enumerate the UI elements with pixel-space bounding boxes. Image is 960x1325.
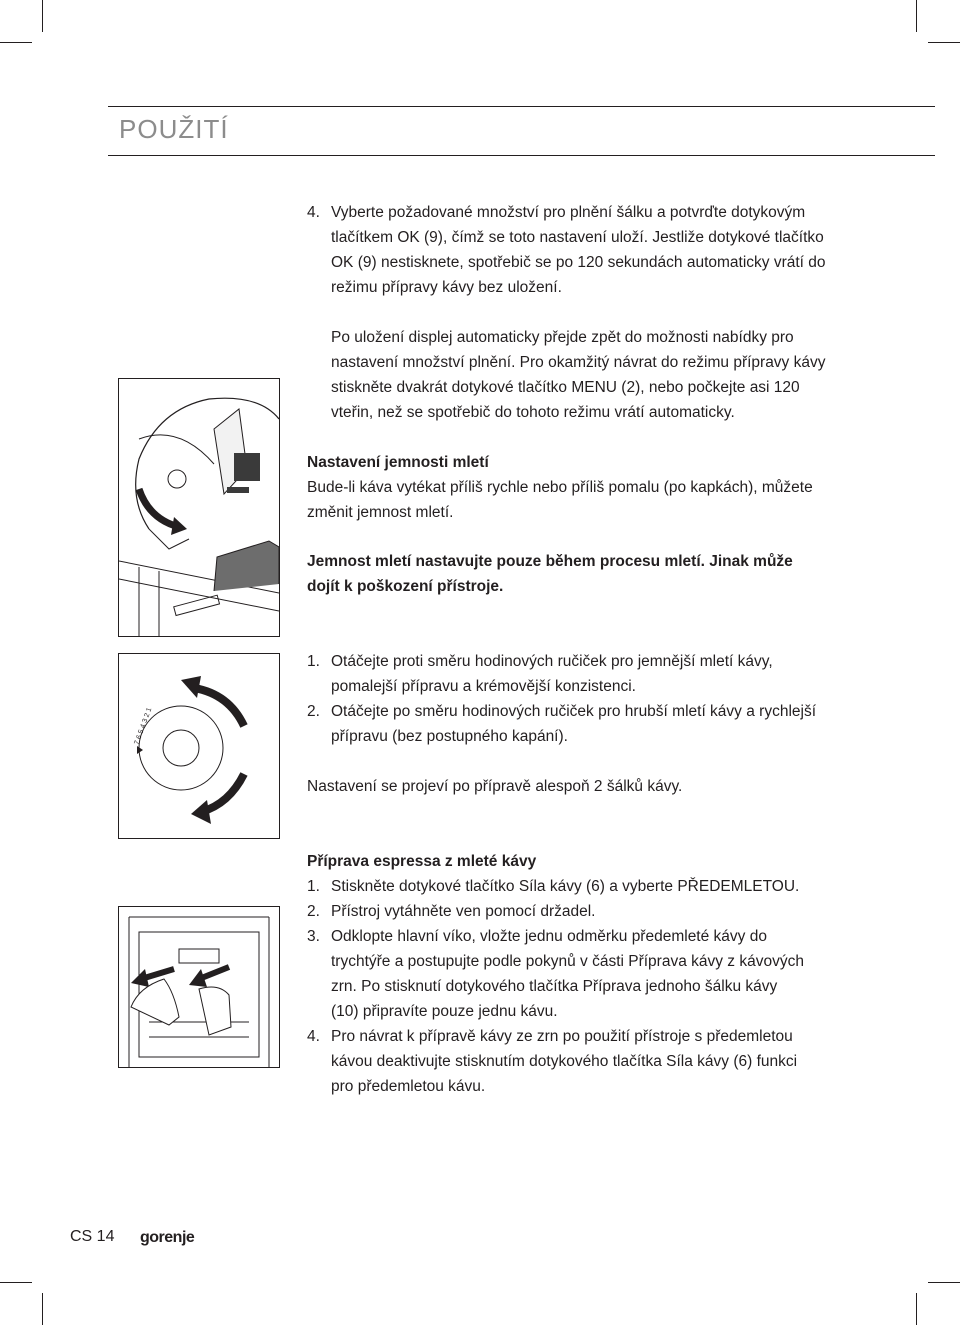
step-number: 2. — [307, 703, 320, 720]
figure-grind-knob — [118, 378, 280, 637]
text-line: Jemnost mletí nastavujte pouze během procesu mletí. Jinak může — [307, 553, 793, 570]
text-line: (10) připravíte pouze jednu kávu. — [331, 1003, 558, 1020]
crop-mark — [0, 42, 32, 43]
figure-grind-dial — [118, 653, 280, 839]
espresso-section — [307, 849, 867, 1099]
crop-mark — [0, 1282, 32, 1283]
text-line: nastavení množství plnění. Pro okamžitý návrat do režimu přípravy kávy — [331, 354, 826, 371]
text-line: stiskněte dvakrát dotykové tlačítko MENU (2), nebo počkejte asi 120 — [331, 379, 800, 396]
step-number: 4. — [307, 204, 320, 221]
text-line: Po uložení displej automaticky přejde zpět do možnosti nabídky pro — [331, 329, 794, 346]
step-number: 1. — [307, 878, 320, 895]
dial-scale-label: 7 6 5 4 3 2 1 — [133, 706, 154, 746]
text-line: Pro návrat k přípravě kávy ze zrn po použití přístroje s předemletou — [331, 1028, 793, 1045]
text-line: vteřin, než se spotřebič do tohoto režimu vrátí automaticky. — [331, 404, 735, 421]
page-title: POUŽITÍ — [119, 114, 229, 144]
figure-pull-out — [118, 906, 280, 1068]
text-line: pro předemletou kávu. — [331, 1078, 486, 1095]
list-item — [307, 649, 867, 699]
crop-mark — [42, 0, 43, 32]
text-line: dojít k poškození přístroje. — [307, 578, 504, 595]
list-item — [307, 1024, 867, 1099]
crop-mark — [928, 1282, 960, 1283]
list-item — [307, 874, 867, 899]
pull-out-illustration — [119, 907, 279, 1067]
text-line: změnit jemnost mletí. — [307, 504, 454, 521]
crop-mark — [928, 42, 960, 43]
text-line: tlačítkem OK (9), čímž se toto nastavení uloží. Jestliže dotykové tlačítko — [331, 229, 824, 246]
header-rule-top — [108, 106, 935, 107]
grind-knob-illustration — [119, 379, 279, 636]
step-number: 4. — [307, 1028, 320, 1045]
dial-pointer-icon — [137, 746, 143, 754]
text-line: pomalejší přípravu a krémovější konzistenci. — [331, 678, 636, 695]
grind-section — [307, 450, 867, 525]
step-4 — [307, 200, 867, 300]
text-line: Otáčejte proti směru hodinových ručiček pro jemnější mletí kávy, — [331, 653, 773, 670]
text-line: Přístroj vytáhněte ven pomocí držadel. — [331, 903, 596, 920]
text-line: zrn. Po stisknutí dotykového tlačítka Příprava jednoho šálku kávy — [331, 978, 778, 995]
grind-steps — [307, 649, 867, 749]
crop-mark — [42, 1293, 43, 1325]
brand-logo: gorenje — [140, 1229, 195, 1246]
counterclockwise-arrow-icon — [181, 676, 201, 698]
step-number: 2. — [307, 903, 320, 920]
text-line: Otáčejte po směru hodinových ručiček pro hrubší mletí kávy a rychlejší — [331, 703, 817, 720]
section-heading: Nastavení jemnosti mletí — [307, 454, 489, 471]
section-heading: Příprava espressa z mleté kávy — [307, 853, 537, 870]
text-line: OK (9) nestisknete, spotřebič se po 120 sekundách automaticky vrátí do — [331, 254, 826, 271]
crop-mark — [916, 1293, 917, 1325]
list-item — [307, 924, 867, 1024]
text-line: Stiskněte dotykové tlačítko Síla kávy (6) a vyberte PŘEDEMLETOU. — [331, 878, 800, 895]
list-item — [307, 899, 867, 924]
crop-mark — [916, 0, 917, 32]
grind-warning — [307, 549, 867, 599]
text-line: kávou deaktivujte stisknutím dotykového tlačítka Síla kávy (6) funkci — [331, 1053, 798, 1070]
text-line: trychtýře a postupujte podle pokynů v části Příprava kávy z kávových — [331, 953, 804, 970]
step-number: 3. — [307, 928, 320, 945]
pull-arrow-icon — [131, 969, 149, 987]
list-item — [307, 699, 867, 749]
grind-note: Nastavení se projeví po přípravě alespoň 2 šálků kávy. — [307, 778, 683, 795]
grind-dial-illustration — [119, 654, 279, 838]
page-number: CS 14 — [70, 1228, 115, 1245]
note-return — [307, 325, 891, 425]
step-number: 1. — [307, 653, 320, 670]
text-line: Vyberte požadované množství pro plnění šálku a potvrďte dotykovým — [331, 204, 806, 221]
text-line: Bude-li káva vytékat příliš rychle nebo příliš pomalu (po kapkách), můžete — [307, 479, 813, 496]
header-rule-bottom — [108, 155, 935, 156]
clockwise-arrow-icon — [191, 800, 211, 824]
text-line: přípravu (bez postupného kapání). — [331, 728, 568, 745]
text-line: Odklopte hlavní víko, vložte jednu odměrku předemleté kávy do — [331, 928, 767, 945]
text-line: režimu přípravy kávy bez uložení. — [331, 279, 562, 296]
